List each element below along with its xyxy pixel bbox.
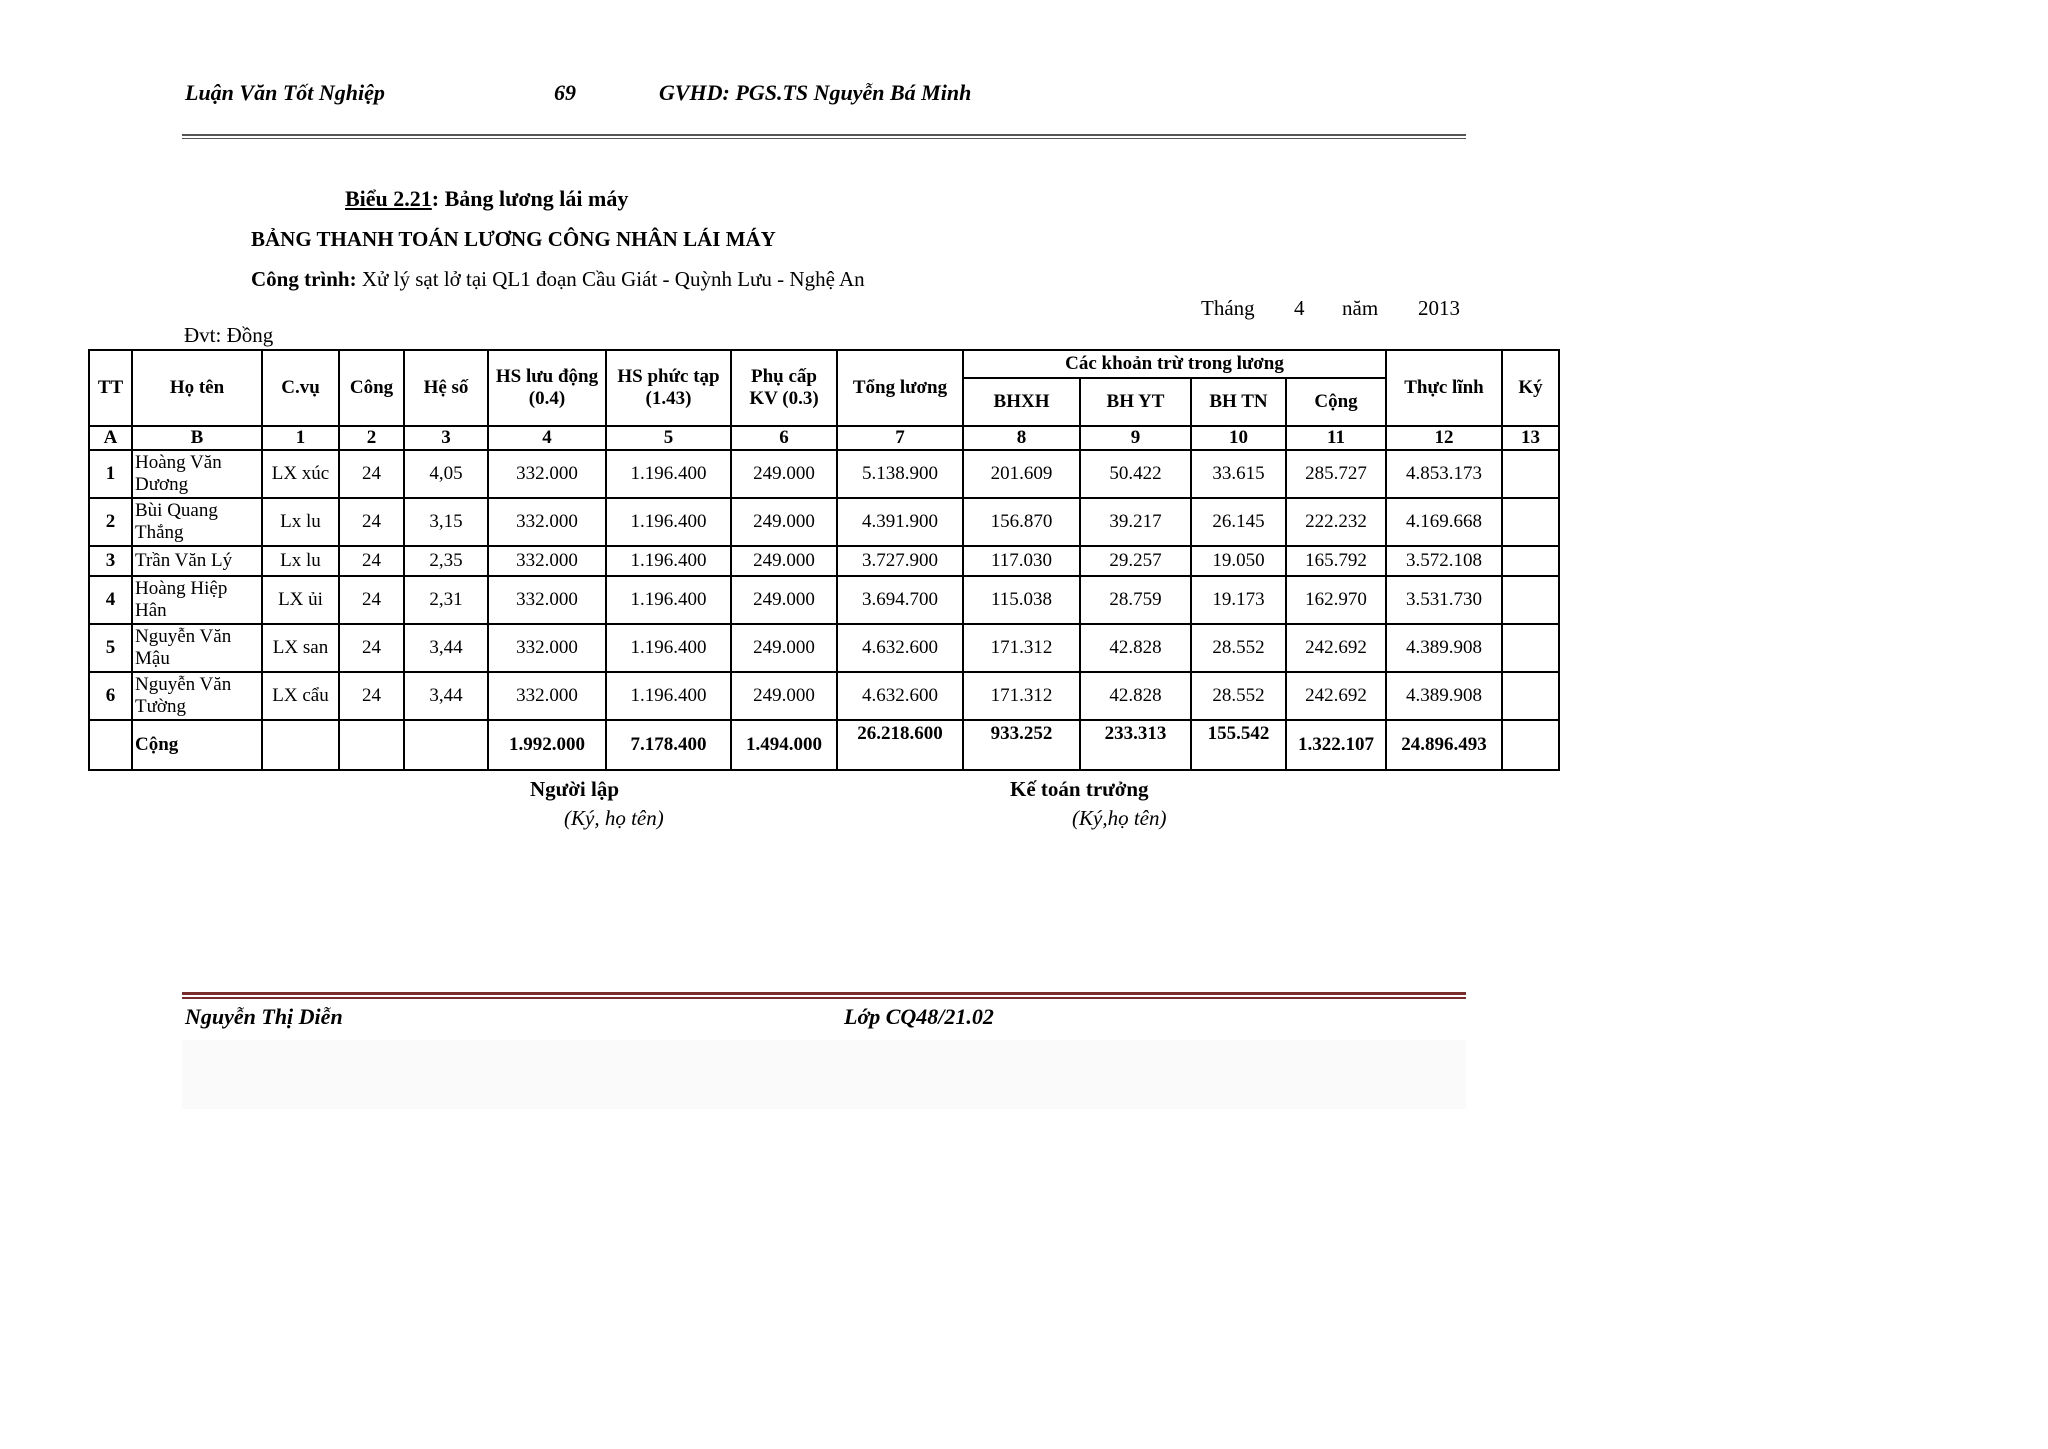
header-supervisor: GVHD: PGS.TS Nguyễn Bá Minh xyxy=(659,80,972,105)
cell-mobile: 332.000 xyxy=(488,498,606,546)
total-empty-cell xyxy=(339,720,404,770)
code-cell: 9 xyxy=(1080,426,1191,450)
cell-days: 24 xyxy=(339,672,404,720)
col-header-days: Công xyxy=(339,350,404,426)
cell-allowance: 249.000 xyxy=(731,546,837,576)
total-mobile: 1.992.000 xyxy=(488,720,606,770)
salary-table xyxy=(88,349,1560,771)
col-header-sign: Ký xyxy=(1502,350,1559,426)
cell-role: Lx lu xyxy=(262,546,339,576)
col-header-role: C.vụ xyxy=(262,350,339,426)
cell-role: LX san xyxy=(262,624,339,672)
cell-sum: 242.692 xyxy=(1286,624,1386,672)
cell-complex: 1.196.400 xyxy=(606,546,731,576)
cell-role: LX ủi xyxy=(262,576,339,624)
total-bhtn: 155.542 xyxy=(1191,720,1286,770)
cell-sign xyxy=(1502,672,1559,720)
year-label: năm xyxy=(1342,296,1379,320)
col-header-complex: HS phức tạp (1.43) xyxy=(606,350,731,426)
cell-sign xyxy=(1502,546,1559,576)
cell-role: Lx lu xyxy=(262,498,339,546)
cell-name: Nguyễn Văn Tường xyxy=(132,672,262,720)
cell-net: 4.389.908 xyxy=(1386,672,1502,720)
cell-total: 3.694.700 xyxy=(837,576,963,624)
total-bhxh: 933.252 xyxy=(963,720,1080,770)
total-label: Cộng xyxy=(132,720,262,770)
col-header-allowance: Phụ cấp KV (0.3) xyxy=(731,350,837,426)
cell-total: 4.391.900 xyxy=(837,498,963,546)
cell-complex: 1.196.400 xyxy=(606,498,731,546)
table-row xyxy=(89,498,1559,546)
total-salary: 26.218.600 xyxy=(837,720,963,770)
col-header-bhxh: BHXH xyxy=(963,378,1080,426)
cell-tt: 3 xyxy=(89,546,132,576)
cell-allowance: 249.000 xyxy=(731,576,837,624)
code-cell: 8 xyxy=(963,426,1080,450)
cell-bhtn: 28.552 xyxy=(1191,672,1286,720)
col-header-net: Thực lĩnh xyxy=(1386,350,1502,426)
cell-tt: 4 xyxy=(89,576,132,624)
cell-tt: 1 xyxy=(89,450,132,498)
cell-bhxh: 201.609 xyxy=(963,450,1080,498)
cell-days: 24 xyxy=(339,546,404,576)
col-header-mobile: HS lưu động (0.4) xyxy=(488,350,606,426)
header-page-number: 69 xyxy=(554,80,576,105)
col-header-deductions: Các khoản trừ trong lương xyxy=(963,350,1386,378)
col-header-bhyt: BH YT xyxy=(1080,378,1191,426)
cell-bhyt: 42.828 xyxy=(1080,672,1191,720)
cell-total: 5.138.900 xyxy=(837,450,963,498)
col-header-bhtn: BH TN xyxy=(1191,378,1286,426)
cell-bhxh: 115.038 xyxy=(963,576,1080,624)
cell-days: 24 xyxy=(339,498,404,546)
cell-tt: 2 xyxy=(89,498,132,546)
cell-days: 24 xyxy=(339,624,404,672)
cell-sum: 242.692 xyxy=(1286,672,1386,720)
cell-bhtn: 28.552 xyxy=(1191,624,1286,672)
preparer-note: (Ký, họ tên) xyxy=(564,806,664,830)
col-header-coef: Hệ số xyxy=(404,350,488,426)
cell-coef: 4,05 xyxy=(404,450,488,498)
table-row xyxy=(89,546,1559,576)
cell-net: 4.853.173 xyxy=(1386,450,1502,498)
table-total-row xyxy=(89,720,1559,770)
cell-sum: 162.970 xyxy=(1286,576,1386,624)
cell-complex: 1.196.400 xyxy=(606,576,731,624)
month-value: 4 xyxy=(1294,296,1305,320)
cell-bhxh: 171.312 xyxy=(963,672,1080,720)
cell-bhyt: 29.257 xyxy=(1080,546,1191,576)
cell-bhyt: 39.217 xyxy=(1080,498,1191,546)
project-label: Công trình: xyxy=(251,267,357,291)
preparer-title: Người lập xyxy=(530,777,619,801)
cell-sum: 165.792 xyxy=(1286,546,1386,576)
total-tt-cell xyxy=(89,720,132,770)
chief-accountant-note: (Ký,họ tên) xyxy=(1072,806,1167,830)
cell-sign xyxy=(1502,624,1559,672)
cell-coef: 3,44 xyxy=(404,624,488,672)
cell-days: 24 xyxy=(339,576,404,624)
cell-days: 24 xyxy=(339,450,404,498)
total-empty-cell xyxy=(262,720,339,770)
cell-complex: 1.196.400 xyxy=(606,672,731,720)
table-row xyxy=(89,672,1559,720)
header-rule-thin xyxy=(182,138,1466,139)
cell-tt: 5 xyxy=(89,624,132,672)
cell-net: 3.572.108 xyxy=(1386,546,1502,576)
cell-tt: 6 xyxy=(89,672,132,720)
code-cell: 11 xyxy=(1286,426,1386,450)
cell-total: 4.632.600 xyxy=(837,624,963,672)
cell-name: Trần Văn Lý xyxy=(132,546,262,576)
code-cell: 2 xyxy=(339,426,404,450)
footer-class: Lớp CQ48/21.02 xyxy=(844,1004,994,1029)
document-title: BẢNG THANH TOÁN LƯƠNG CÔNG NHÂN LÁI MÁY xyxy=(251,227,776,251)
cell-allowance: 249.000 xyxy=(731,672,837,720)
cell-sum: 222.232 xyxy=(1286,498,1386,546)
total-net: 24.896.493 xyxy=(1386,720,1502,770)
cell-role: LX cẩu xyxy=(262,672,339,720)
cell-bhxh: 171.312 xyxy=(963,624,1080,672)
code-cell: 7 xyxy=(837,426,963,450)
code-cell: 4 xyxy=(488,426,606,450)
currency-unit: Đvt: Đồng xyxy=(184,323,274,347)
cell-net: 4.389.908 xyxy=(1386,624,1502,672)
project-value: Xử lý sạt lở tại QL1 đoạn Cầu Giát - Quỳnh Lưu - Nghệ An xyxy=(356,267,865,291)
code-cell: 3 xyxy=(404,426,488,450)
cell-sum: 285.727 xyxy=(1286,450,1386,498)
cell-name: Bùi Quang Thắng xyxy=(132,498,262,546)
footer-rule-thin xyxy=(182,997,1466,999)
cell-sign xyxy=(1502,450,1559,498)
total-sign-cell xyxy=(1502,720,1559,770)
cell-mobile: 332.000 xyxy=(488,576,606,624)
cell-name: Hoàng Hiệp Hân xyxy=(132,576,262,624)
table-row xyxy=(89,450,1559,498)
cell-role: LX xúc xyxy=(262,450,339,498)
caption-prefix: Biểu 2.21 xyxy=(345,186,432,211)
cell-name: Hoàng Văn Dương xyxy=(132,450,262,498)
total-empty-cell xyxy=(404,720,488,770)
cell-bhxh: 156.870 xyxy=(963,498,1080,546)
code-cell: 6 xyxy=(731,426,837,450)
year-value: 2013 xyxy=(1418,296,1460,320)
project-line xyxy=(251,267,865,292)
code-cell: 12 xyxy=(1386,426,1502,450)
cell-name: Nguyễn Văn Mậu xyxy=(132,624,262,672)
page-bottom-shade xyxy=(182,1040,1466,1109)
cell-bhyt: 42.828 xyxy=(1080,624,1191,672)
table-row xyxy=(89,624,1559,672)
code-cell: 10 xyxy=(1191,426,1286,450)
total-deductions: 1.322.107 xyxy=(1286,720,1386,770)
cell-bhyt: 50.422 xyxy=(1080,450,1191,498)
cell-net: 4.169.668 xyxy=(1386,498,1502,546)
footer-rule xyxy=(182,992,1466,995)
cell-allowance: 249.000 xyxy=(731,450,837,498)
header-rule xyxy=(182,134,1466,136)
cell-complex: 1.196.400 xyxy=(606,624,731,672)
code-cell: B xyxy=(132,426,262,450)
table-code-row xyxy=(89,426,1559,450)
header-thesis-title: Luận Văn Tốt Nghiệp xyxy=(185,80,385,105)
chief-accountant-title: Kế toán trưởng xyxy=(1010,777,1149,801)
cell-bhyt: 28.759 xyxy=(1080,576,1191,624)
cell-mobile: 332.000 xyxy=(488,624,606,672)
col-header-sum: Cộng xyxy=(1286,378,1386,426)
cell-mobile: 332.000 xyxy=(488,450,606,498)
cell-total: 3.727.900 xyxy=(837,546,963,576)
cell-total: 4.632.600 xyxy=(837,672,963,720)
col-header-tt: TT xyxy=(89,350,132,426)
code-cell: 1 xyxy=(262,426,339,450)
code-cell: 13 xyxy=(1502,426,1559,450)
cell-sign xyxy=(1502,576,1559,624)
cell-coef: 2,31 xyxy=(404,576,488,624)
code-cell: 5 xyxy=(606,426,731,450)
total-complex: 7.178.400 xyxy=(606,720,731,770)
total-allowance: 1.494.000 xyxy=(731,720,837,770)
cell-mobile: 332.000 xyxy=(488,546,606,576)
table-body xyxy=(89,450,1559,720)
caption-text: : Bảng lương lái máy xyxy=(431,186,629,211)
month-label: Tháng xyxy=(1201,296,1255,320)
code-cell: A xyxy=(89,426,132,450)
footer-author: Nguyễn Thị Diễn xyxy=(185,1004,343,1029)
cell-allowance: 249.000 xyxy=(731,624,837,672)
cell-sign xyxy=(1502,498,1559,546)
table-row xyxy=(89,576,1559,624)
cell-bhxh: 117.030 xyxy=(963,546,1080,576)
total-bhyt: 233.313 xyxy=(1080,720,1191,770)
figure-caption xyxy=(345,186,628,212)
cell-coef: 2,35 xyxy=(404,546,488,576)
cell-complex: 1.196.400 xyxy=(606,450,731,498)
cell-coef: 3,15 xyxy=(404,498,488,546)
table-header-row xyxy=(89,350,1559,378)
cell-bhtn: 19.173 xyxy=(1191,576,1286,624)
cell-bhtn: 19.050 xyxy=(1191,546,1286,576)
cell-allowance: 249.000 xyxy=(731,498,837,546)
cell-bhtn: 26.145 xyxy=(1191,498,1286,546)
cell-bhtn: 33.615 xyxy=(1191,450,1286,498)
col-header-total: Tổng lương xyxy=(837,350,963,426)
cell-mobile: 332.000 xyxy=(488,672,606,720)
cell-coef: 3,44 xyxy=(404,672,488,720)
cell-net: 3.531.730 xyxy=(1386,576,1502,624)
col-header-name: Họ tên xyxy=(132,350,262,426)
